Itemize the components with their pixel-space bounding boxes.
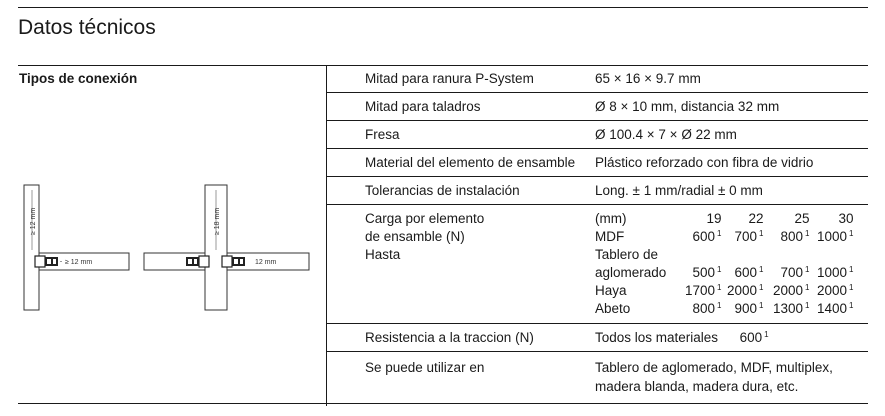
load-value: 1300: [773, 301, 804, 316]
load-value-cell: [722, 228, 764, 246]
usage-row: [327, 352, 868, 397]
spec-row: [327, 177, 868, 205]
top-rule: [18, 7, 868, 8]
load-value-cell: [722, 282, 764, 300]
spec-label: Tolerancias de instalación: [365, 183, 520, 198]
spec-label: Material del elemento de ensamble: [365, 155, 576, 170]
load-value: 500: [692, 265, 716, 280]
spec-table: [327, 65, 868, 396]
spec-label: Fresa: [365, 127, 400, 142]
spec-row: [327, 149, 868, 177]
load-value: 2000: [727, 283, 758, 298]
load-unit: (mm): [595, 211, 627, 226]
footnote-marker: 1: [849, 229, 854, 238]
load-row-haya: [595, 282, 854, 300]
load-values: [595, 205, 868, 324]
footnote-marker: 1: [805, 229, 810, 238]
load-material: Abeto: [595, 301, 631, 316]
load-col-header: 22: [748, 211, 764, 226]
load-value: 600: [734, 265, 758, 280]
footnote-marker: 1: [717, 265, 722, 274]
load-row-tablero: [595, 246, 854, 264]
load-value: 1000: [817, 265, 848, 280]
load-value-cell: [810, 300, 854, 318]
load-value: 700: [734, 229, 758, 244]
resistance-value: [595, 324, 868, 352]
right-vertical-dim: ≥ 18 mm: [214, 207, 221, 235]
spec-row: [327, 121, 868, 149]
load-label-line: Hasta: [365, 247, 401, 262]
load-grid: [595, 210, 854, 318]
footnote-marker: 1: [849, 301, 854, 310]
resistance-row: [327, 324, 868, 352]
load-value-cell: [810, 282, 854, 300]
page-title: Datos técnicos: [18, 16, 156, 39]
load-value-cell: [685, 300, 722, 318]
spec-value: Ø 8 × 10 mm, distancia 32 mm: [595, 99, 780, 114]
load-value: 1700: [685, 283, 716, 298]
load-value: 900: [734, 301, 758, 316]
load-value: 800: [780, 229, 804, 244]
spec-label: Mitad para taladros: [365, 99, 481, 114]
left-connection-diagram: [24, 185, 129, 310]
load-value: 1000: [817, 229, 848, 244]
load-col-header: 19: [706, 211, 722, 226]
footnote-marker: 1: [805, 301, 810, 310]
load-value-cell: [722, 300, 764, 318]
load-label: [327, 205, 595, 324]
footnote-marker: 1: [849, 283, 854, 292]
left-horizontal-dim: ≥ 12 mm: [65, 259, 93, 266]
footnote-marker: 1: [764, 330, 769, 339]
load-material: Tablero de: [595, 247, 659, 262]
spec-value: Ø 100.4 × 7 × Ø 22 mm: [595, 127, 737, 142]
connection-diagrams: [0, 180, 326, 315]
section-label: Tipos de conexión: [19, 71, 138, 86]
load-row: [327, 205, 868, 324]
load-value-cell: [685, 264, 722, 282]
load-value: 800: [692, 301, 716, 316]
load-value-cell: [764, 282, 810, 300]
footnote-marker: 1: [717, 229, 722, 238]
load-material: Haya: [595, 283, 627, 298]
footnote-marker: 1: [759, 301, 764, 310]
usage-line: madera blanda, madera dura, etc.: [595, 379, 799, 394]
load-material: MDF: [595, 229, 625, 244]
load-label-line: de ensamble (N): [365, 229, 465, 244]
usage-value: [595, 352, 868, 397]
bottom-rule: [18, 403, 868, 404]
footnote-marker: 1: [717, 301, 722, 310]
usage-label: Se puede utilizar en: [365, 360, 485, 375]
load-value-cell: [764, 300, 810, 318]
right-horizontal-dim: 12 mm: [255, 259, 277, 266]
resistance-text: Todos los materiales: [595, 330, 719, 345]
footnote-marker: 1: [717, 283, 722, 292]
load-value-cell: [685, 282, 722, 300]
load-value-cell: [810, 228, 854, 246]
load-row-aglomerado: [595, 264, 854, 282]
load-value-cell: [764, 228, 810, 246]
spec-value: Plástico reforzado con fibra de vidrio: [595, 155, 814, 170]
load-value: 700: [780, 265, 804, 280]
footnote-marker: 1: [759, 265, 764, 274]
spec-row: [327, 93, 868, 121]
load-value-cell: [685, 228, 722, 246]
usage-line: Tablero de aglomerado, MDF, multiplex,: [595, 360, 833, 375]
load-col-header: 30: [838, 211, 854, 226]
footnote-marker: 1: [759, 229, 764, 238]
resistance-label: Resistencia a la traccion (N): [365, 330, 534, 345]
load-value: 2000: [773, 283, 804, 298]
footnote-marker: 1: [759, 283, 764, 292]
left-vertical-dim: ≥ 12 mm: [30, 207, 37, 235]
load-value: 600: [692, 229, 716, 244]
resistance-number: 600: [739, 330, 763, 345]
load-row-mdf: [595, 228, 854, 246]
right-connection-diagram: [144, 185, 309, 310]
load-header-row: [595, 210, 854, 228]
footnote-marker: 1: [849, 265, 854, 274]
load-row-abeto: [595, 300, 854, 318]
footnote-marker: 1: [805, 265, 810, 274]
spec-value: Long. ± 1 mm/radial ± 0 mm: [595, 183, 763, 198]
spec-label: Mitad para ranura P-System: [365, 71, 534, 86]
load-col-header: 25: [794, 211, 810, 226]
load-value-cell: [810, 264, 854, 282]
footnote-marker: 1: [805, 283, 810, 292]
load-value-cell: [722, 264, 764, 282]
spec-row: [327, 65, 868, 93]
load-value-cell: [764, 264, 810, 282]
load-value: 2000: [817, 283, 848, 298]
load-material: aglomerado: [595, 265, 667, 280]
load-value: 1400: [817, 301, 848, 316]
load-label-line: Carga por elemento: [365, 211, 485, 226]
spec-value: 65 × 16 × 9.7 mm: [595, 71, 701, 86]
